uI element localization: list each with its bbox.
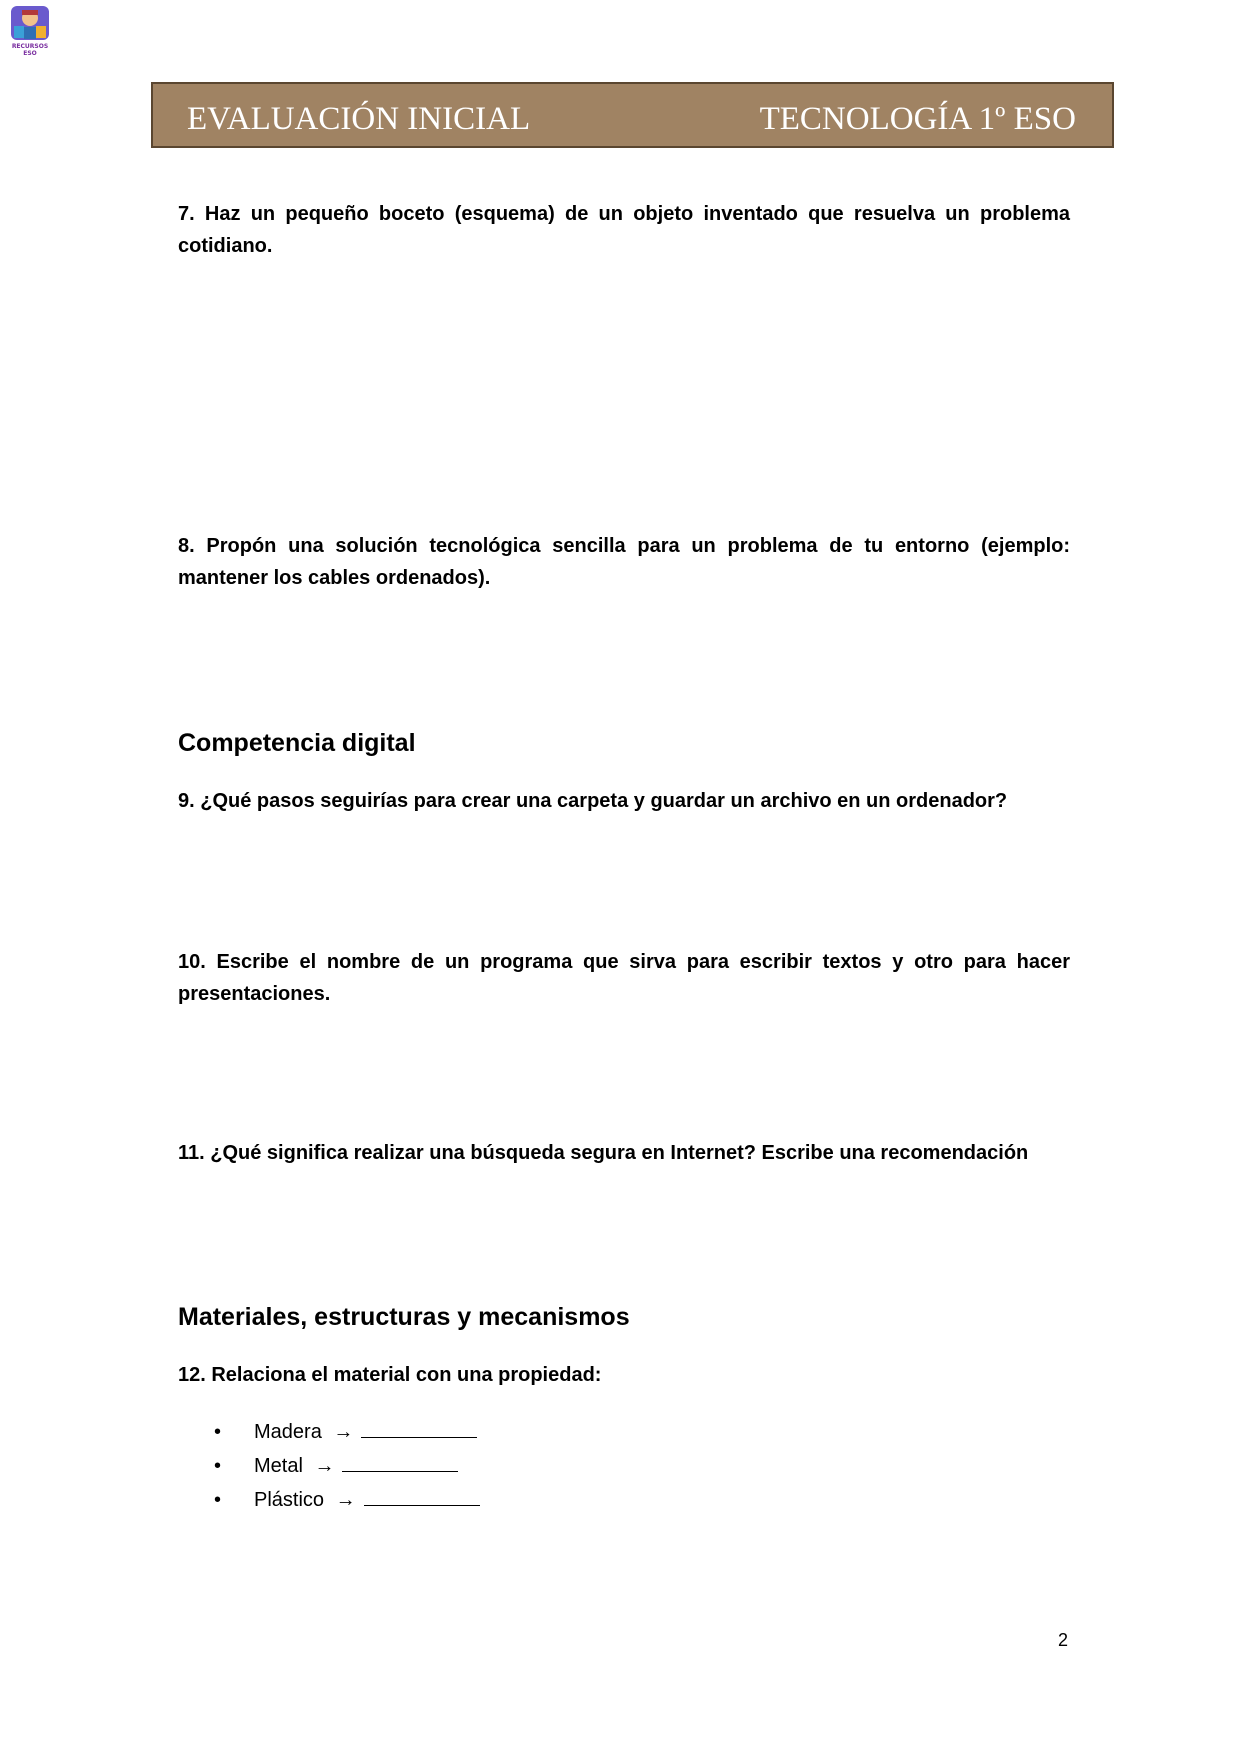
material-label: Plástico xyxy=(254,1489,325,1511)
list-item xyxy=(214,1449,480,1483)
arrow-right-icon: → xyxy=(335,1489,356,1511)
arrow-right-icon: → xyxy=(333,1421,354,1443)
question-12: 12. Relaciona el material con una propiedad: xyxy=(178,1364,602,1386)
section-title-digital: Competencia digital xyxy=(178,729,416,757)
material-label: Metal xyxy=(254,1455,303,1477)
answer-blank[interactable] xyxy=(364,1483,480,1506)
list-item xyxy=(214,1415,480,1449)
question-9: 9. ¿Qué pasos seguirías para crear una carpeta y guardar un archivo en un ordenador? xyxy=(178,790,1008,812)
answer-blank[interactable] xyxy=(361,1415,477,1438)
bullet-icon: • xyxy=(214,1421,222,1443)
svg-text:ESO: ESO xyxy=(23,50,37,57)
section-title-materials: Materiales, estructuras y mecanismos xyxy=(178,1303,630,1331)
bullet-icon: • xyxy=(214,1489,222,1511)
svg-text:RECURSOS: RECURSOS xyxy=(11,43,49,50)
question-11: 11. ¿Qué significa realizar una búsqueda segura en Internet? Escribe una recomendación xyxy=(178,1142,1029,1164)
question-8: 8. Propón una solución tecnológica sencilla para un problema de tu entorno (ejemplo: mantener los cables ordenados). xyxy=(178,535,1070,589)
question-10: 10. Escribe el nombre de un programa que sirva para escribir textos y otro para hacer presentaciones. xyxy=(178,951,1070,1005)
header-left-title: EVALUACIÓN INICIAL xyxy=(187,101,531,137)
question-7: 7. Haz un pequeño boceto (esquema) de un objeto inventado que resuelva un problema cotidiano. xyxy=(178,203,1070,257)
arrow-right-icon: → xyxy=(314,1455,335,1477)
header-right-title: TECNOLOGÍA 1º ESO xyxy=(759,101,1076,137)
material-label: Madera xyxy=(254,1421,322,1443)
answer-blank[interactable] xyxy=(342,1449,458,1472)
page-number: 2 xyxy=(1058,1630,1069,1650)
recursos-eso-logo xyxy=(8,4,52,58)
bullet-icon: • xyxy=(214,1455,222,1477)
header-band xyxy=(151,82,1114,148)
materials-list xyxy=(214,1415,480,1517)
list-item xyxy=(214,1483,480,1517)
